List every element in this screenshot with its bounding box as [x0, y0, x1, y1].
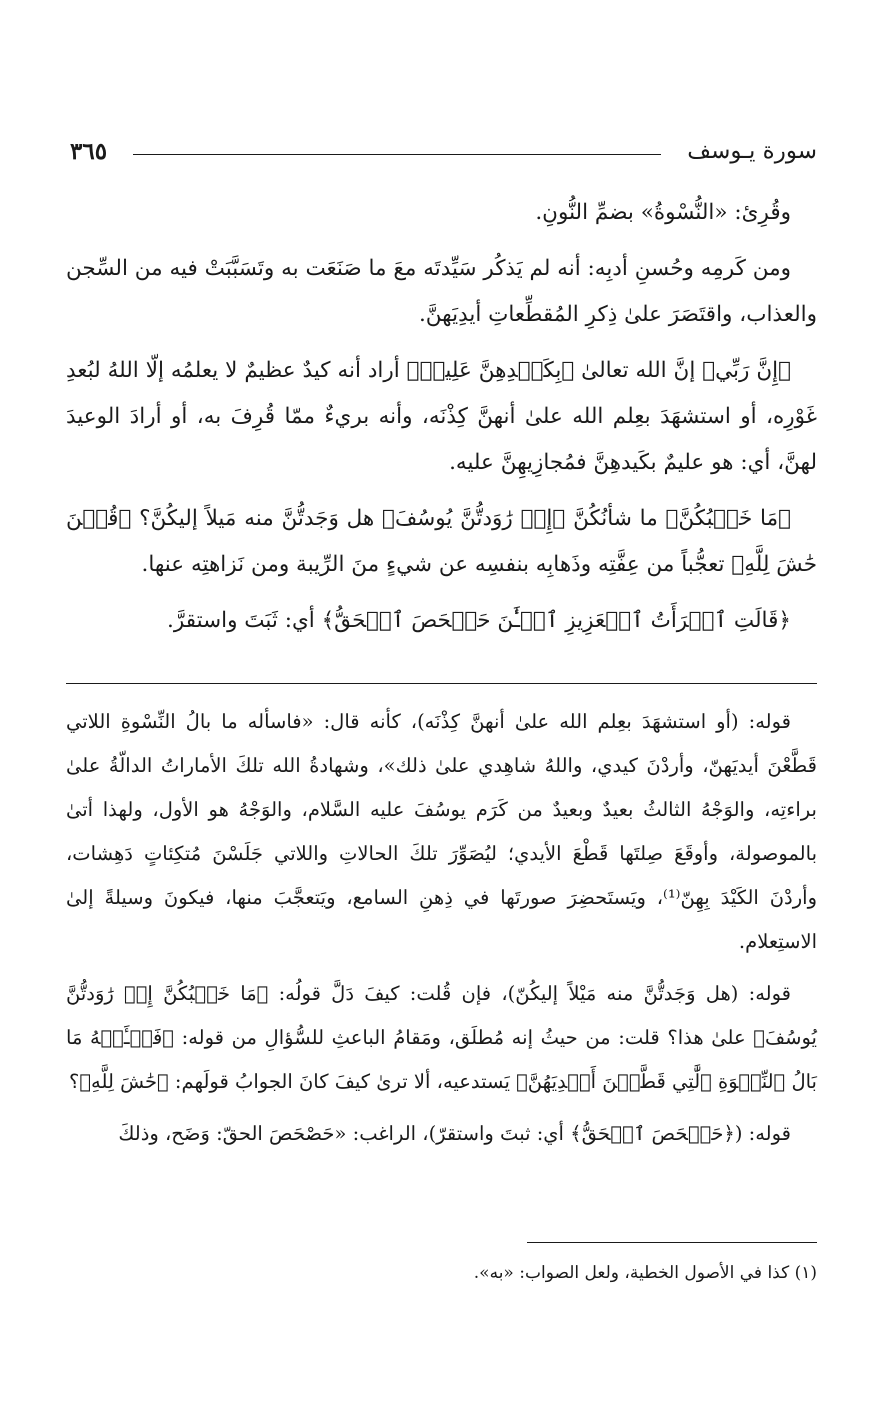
header-rule	[133, 154, 661, 155]
main-paragraph: ﴿قَالَتِ ٱمۡرَأَتُ ٱلۡعَزِيزِ ٱلۡـَٰٔنَ حَصۡحَصَ ٱلۡحَقُّ﴾ أي: ثَبَتَ واستقرَّ.	[167, 608, 791, 633]
commentary-text	[66, 700, 817, 1164]
page-number: ٣٦٥	[70, 137, 108, 165]
footnote: (١) كذا في الأصول الخطية، ولعل الصواب: «به».	[473, 1263, 817, 1283]
commentary-paragraph: قوله: (أو استشهَدَ بعِلم الله علىٰ أنهنَّ كِذْنَه)، كأنه قال: «فاسأله ما بالُ النِّسْوةِ اللاتي قَطَّعْنَ أيديَهنّ، وأردْنَ كيدي، واللهُ شاهِدي علىٰ ذلك»، وشهادةُ الله تلكَ الأماراتُ الدالّةُ علىٰ براءتِه، والوَجْهُ الثالثُ بعيدٌ وبعيدٌ من كَرَم يوسُفَ عليه السَّلام، والوَجْهُ هو الأول، ولهذا أتىٰ بالموصولة، وأوقَعَ صِلتَها قَطْعَ الأيدي؛ ليُصَوِّرَ تلكَ الحالاتِ واللاتي جَلَسْنَ مُتكِئاتٍ دَهِشات، وأردْنَ الكَيْدَ بِهِنّ⁽¹⁾، ويَستَحضِرَ صورتَها في ذِهنِ السامع، ويَتعجَّبَ منها، فيكونَ وسيلةً إلىٰ الاستِعلام.	[66, 710, 817, 953]
main-paragraph: ﴿إِنَّ رَبِّي﴾ إنَّ الله تعالىٰ ﴿بِكَيۡدِهِنَّ عَلِيمٞ﴾ أراد أنه كيدٌ عظيمٌ لا يعلمُه إلّا اللهُ لبُعدِ غَوْرِه، أو استشهَدَ بعِلم الله علىٰ أنهنَّ كِذْنَه، وأنه بريءٌ ممّا قُرِفَ به، أو أرادَ الوعيدَ لهنَّ، أي: هو عليمٌ بكَيدهِنَّ فمُجازِيهِنَّ عليه.	[66, 358, 817, 475]
main-paragraph: ومن كَرمِه وحُسنِ أدبِه: أنه لم يَذكُر سَيِّدتَه معَ ما صَنَعَت به وتَسَبَّبَتْ فيه من السِّجن والعذاب، واقتَصَرَ علىٰ ذِكرِ المُقطِّعاتِ أيدِيَهنَّ.	[66, 256, 817, 327]
commentary-paragraph: قوله: (هل وَجَدتُّنَّ منه مَيْلاً إليكُنّ)، فإن قُلت: كيفَ دَلَّ قولُه: ﴿مَا خَطۡبُكُنَّ إِذۡ رَٰوَدتُّنَّ يُوسُفَ﴾ علىٰ هذا؟ قلت: من حيثُ إنه مُطلَق، ومَقامُ الباعثِ للسُّؤالِ من قوله: ﴿فَسۡـَٔلۡهُ مَا بَالُ ٱلنِّسۡوَةِ ٱلَّٰتِي قَطَّعۡنَ أَيۡدِيَهُنَّ﴾ يَستدعيه، ألا ترىٰ كيفَ كانَ الجوابُ قولَهم: ﴿حَٰشَ لِلَّهِ﴾؟	[66, 982, 817, 1093]
main-paragraph: وقُرِئ: «النُّسْوةُ» بضمِّ النُّونِ.	[535, 200, 791, 225]
section-divider	[66, 683, 817, 684]
surah-title: سورة يـوسف	[687, 138, 817, 164]
main-paragraph: ﴿مَا خَطۡبُكُنَّ﴾ ما شأنُكُنَّ ﴿إِذۡ رَٰوَدتُّنَّ يُوسُفَ﴾ هل وَجَدتُّنَّ منه مَيلاً إليكُنَّ؟ ﴿قُلۡنَ حَٰشَ لِلَّهِ﴾ تعجُّباً من عِفَّتِه وذَهابِه بنفسِه عن شيءٍ منَ الرِّيبة ومن نَزاهتِه عنها.	[66, 506, 817, 577]
commentary-paragraph: قوله: (﴿حَصۡحَصَ ٱلۡحَقُّ﴾ أي: ثبتَ واستقرّ)، الراغب: «حَصْحَصَ الحقّ: وَضَح، وذلكَ	[118, 1122, 791, 1145]
page-header	[70, 126, 817, 176]
footnote-rule	[527, 1242, 817, 1243]
main-text	[66, 190, 817, 654]
